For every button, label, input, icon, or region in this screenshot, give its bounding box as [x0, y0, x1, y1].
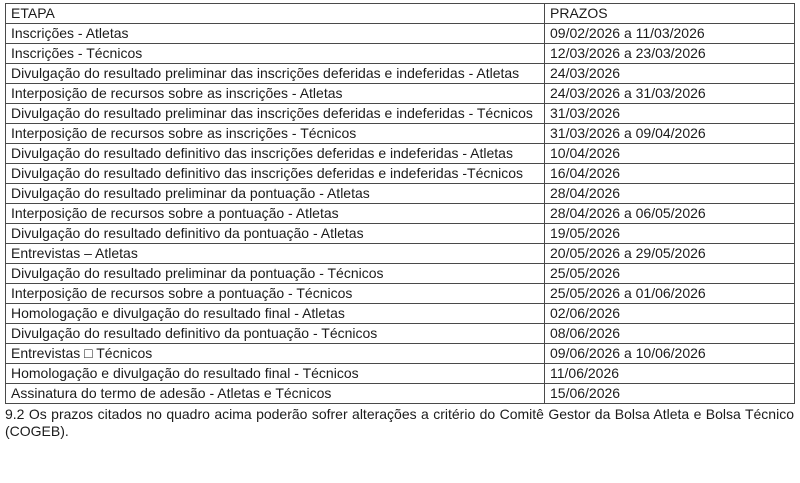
prazos-cell: 28/04/2026 a 06/05/2026: [545, 204, 795, 224]
prazos-cell: 08/06/2026: [545, 324, 795, 344]
etapa-cell: Entrevistas □ Técnicos: [6, 344, 545, 364]
prazos-cell: 24/03/2026 a 31/03/2026: [545, 84, 795, 104]
table-row: [6, 364, 795, 384]
table-row: [6, 384, 795, 404]
table-row: [6, 224, 795, 244]
table-row: [6, 144, 795, 164]
table-row: [6, 24, 795, 44]
etapa-cell: Interposição de recursos sobre a pontuação - Atletas: [6, 204, 545, 224]
table-row: [6, 124, 795, 144]
prazos-cell: 24/03/2026: [545, 64, 795, 84]
etapa-cell: Divulgação do resultado definitivo da pontuação - Técnicos: [6, 324, 545, 344]
etapa-cell: Homologação e divulgação do resultado final - Atletas: [6, 304, 545, 324]
table-row: [6, 344, 795, 364]
prazos-cell: 31/03/2026 a 09/04/2026: [545, 124, 795, 144]
prazos-cell: 15/06/2026: [545, 384, 795, 404]
prazos-cell: 09/02/2026 a 11/03/2026: [545, 24, 795, 44]
etapa-cell: Inscrições - Técnicos: [6, 44, 545, 64]
header-row: [6, 4, 795, 24]
table-row: [6, 204, 795, 224]
etapa-cell: Assinatura do termo de adesão - Atletas e Técnicos: [6, 384, 545, 404]
etapa-cell: Divulgação do resultado preliminar da pontuação - Técnicos: [6, 264, 545, 284]
etapa-cell: Divulgação do resultado preliminar da pontuação - Atletas: [6, 184, 545, 204]
prazos-cell: 19/05/2026: [545, 224, 795, 244]
etapa-cell: Divulgação do resultado preliminar das inscrições deferidas e indeferidas - Técnicos: [6, 104, 545, 124]
prazos-cell: 31/03/2026: [545, 104, 795, 124]
table-row: [6, 84, 795, 104]
etapa-cell: Divulgação do resultado definitivo das inscrições deferidas e indeferidas -Técnicos: [6, 164, 545, 184]
table-row: [6, 324, 795, 344]
table-row: [6, 44, 795, 64]
etapa-cell: Divulgação do resultado preliminar das inscrições deferidas e indeferidas - Atletas: [6, 64, 545, 84]
footnote-9-2: 9.2 Os prazos citados no quadro acima poderão sofrer alterações a critério do Comitê Gestor da Bolsa Atleta e Bolsa Técnico (COGEB).: [5, 406, 794, 439]
etapa-cell: Divulgação do resultado definitivo das inscrições deferidas e indeferidas - Atletas: [6, 144, 545, 164]
table-row: [6, 164, 795, 184]
table-row: [6, 264, 795, 284]
prazos-cell: 28/04/2026: [545, 184, 795, 204]
etapa-cell: Divulgação do resultado definitivo da pontuação - Atletas: [6, 224, 545, 244]
prazos-cell: 10/04/2026: [545, 144, 795, 164]
prazos-cell: 11/06/2026: [545, 364, 795, 384]
table-row: [6, 184, 795, 204]
etapa-cell: Homologação e divulgação do resultado final - Técnicos: [6, 364, 545, 384]
table-row: [6, 64, 795, 84]
etapa-cell: Interposição de recursos sobre as inscrições - Técnicos: [6, 124, 545, 144]
prazos-cell: 25/05/2026 a 01/06/2026: [545, 284, 795, 304]
table-row: [6, 284, 795, 304]
table-row: [6, 244, 795, 264]
prazos-cell: 16/04/2026: [545, 164, 795, 184]
etapa-cell: Interposição de recursos sobre as inscrições - Atletas: [6, 84, 545, 104]
column-header-etapa: ETAPA: [6, 4, 545, 24]
prazos-cell: 02/06/2026: [545, 304, 795, 324]
table-row: [6, 104, 795, 124]
etapa-cell: Inscrições - Atletas: [6, 24, 545, 44]
prazos-cell: 25/05/2026: [545, 264, 795, 284]
prazos-cell: 09/06/2026 a 10/06/2026: [545, 344, 795, 364]
prazos-cell: 20/05/2026 a 29/05/2026: [545, 244, 795, 264]
etapa-cell: Interposição de recursos sobre a pontuação - Técnicos: [6, 284, 545, 304]
schedule-table: [5, 3, 795, 404]
column-header-prazos: PRAZOS: [545, 4, 795, 24]
prazos-cell: 12/03/2026 a 23/03/2026: [545, 44, 795, 64]
table-row: [6, 304, 795, 324]
etapa-cell: Entrevistas – Atletas: [6, 244, 545, 264]
